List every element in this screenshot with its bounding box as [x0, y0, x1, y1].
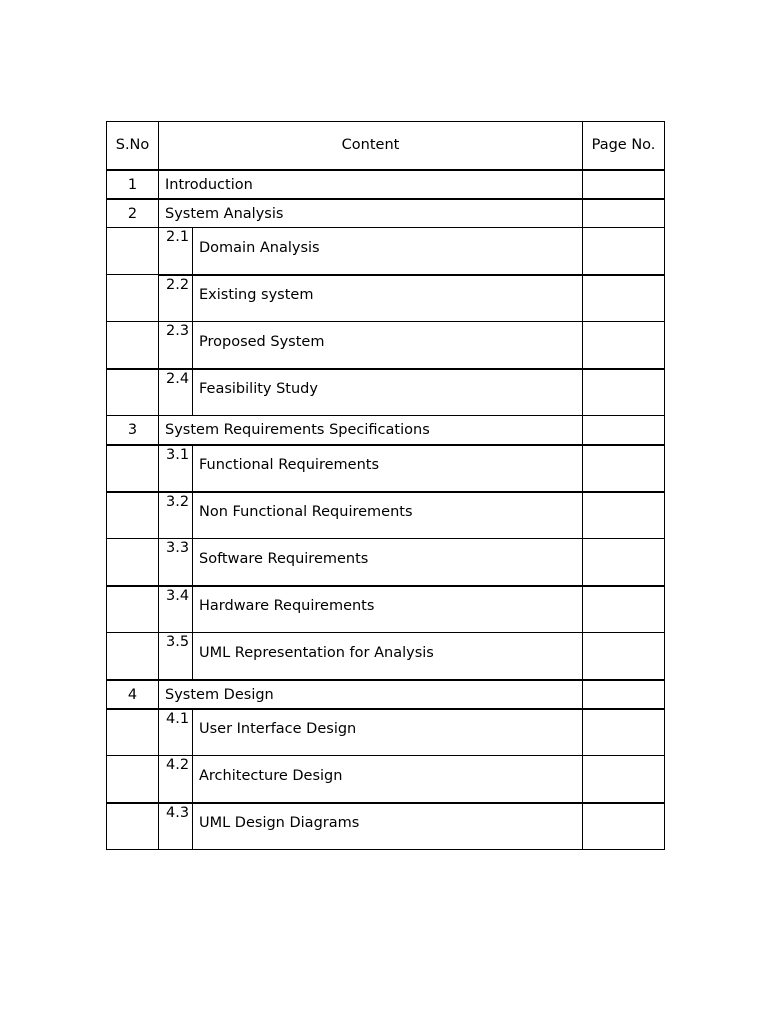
- subsection-number: 2.2: [159, 275, 193, 322]
- section-number: [107, 228, 159, 275]
- section-number: 1: [107, 170, 159, 199]
- subsection-title: Domain Analysis: [193, 228, 583, 275]
- table-row: [107, 170, 665, 199]
- subsection-title: Software Requirements: [193, 539, 583, 586]
- subsection-number: 3.4: [159, 586, 193, 633]
- page-number-cell: [583, 369, 665, 416]
- section-number: [107, 322, 159, 369]
- subsection-number: 2.1: [159, 228, 193, 275]
- page-number-cell: [583, 492, 665, 539]
- subsection-title: UML Design Diagrams: [193, 803, 583, 850]
- table-row: [107, 539, 665, 586]
- page-number-cell: [583, 586, 665, 633]
- section-number: [107, 633, 159, 680]
- page-number-cell: [583, 756, 665, 803]
- section-number: [107, 445, 159, 492]
- page-number-cell: [583, 170, 665, 199]
- subsection-number: 4.3: [159, 803, 193, 850]
- subsection-title: Existing system: [193, 275, 583, 322]
- section-number: [107, 756, 159, 803]
- page-number-cell: [583, 803, 665, 850]
- section-number: [107, 709, 159, 756]
- subsection-title: Non Functional Requirements: [193, 492, 583, 539]
- table-row: [107, 322, 665, 369]
- page-number-cell: [583, 199, 665, 228]
- page-number-cell: [583, 445, 665, 492]
- section-number: [107, 539, 159, 586]
- table-row: [107, 709, 665, 756]
- content-header: Content: [159, 122, 583, 170]
- section-number: [107, 803, 159, 850]
- page-number-cell: [583, 275, 665, 322]
- subsection-number: 4.2: [159, 756, 193, 803]
- subsection-title: User Interface Design: [193, 709, 583, 756]
- section-title: System Analysis: [159, 199, 583, 228]
- table-row: [107, 492, 665, 539]
- table-row: [107, 586, 665, 633]
- table-row: [107, 680, 665, 709]
- page-number-cell: [583, 709, 665, 756]
- section-number: 4: [107, 680, 159, 709]
- subsection-number: 3.2: [159, 492, 193, 539]
- subsection-number: 3.3: [159, 539, 193, 586]
- page-number-cell: [583, 228, 665, 275]
- subsection-title: Functional Requirements: [193, 445, 583, 492]
- table-row: [107, 228, 665, 275]
- page-number-cell: [583, 322, 665, 369]
- subsection-title: Architecture Design: [193, 756, 583, 803]
- table-row: [107, 756, 665, 803]
- page-no-header: Page No.: [583, 122, 665, 170]
- table-row: [107, 803, 665, 850]
- section-title: Introduction: [159, 170, 583, 199]
- page-number-cell: [583, 680, 665, 709]
- subsection-title: Hardware Requirements: [193, 586, 583, 633]
- subsection-title: Proposed System: [193, 322, 583, 369]
- section-number: [107, 275, 159, 322]
- subsection-number: 4.1: [159, 709, 193, 756]
- subsection-number: 2.4: [159, 369, 193, 416]
- sno-header: S.No: [107, 122, 159, 170]
- table-row: [107, 199, 665, 228]
- subsection-number: 2.3: [159, 322, 193, 369]
- section-title: System Design: [159, 680, 583, 709]
- subsection-number: 3.1: [159, 445, 193, 492]
- section-number: 2: [107, 199, 159, 228]
- page-number-cell: [583, 633, 665, 680]
- table-row: [107, 369, 665, 416]
- page-number-cell: [583, 416, 665, 445]
- table-row: [107, 275, 665, 322]
- page-number-cell: [583, 539, 665, 586]
- table-row: [107, 633, 665, 680]
- table-row: [107, 445, 665, 492]
- section-number: [107, 492, 159, 539]
- table-row: [107, 416, 665, 445]
- subsection-title: Feasibility Study: [193, 369, 583, 416]
- header-row: [107, 122, 665, 170]
- section-number: [107, 369, 159, 416]
- subsection-number: 3.5: [159, 633, 193, 680]
- table-of-contents: [106, 121, 665, 850]
- section-number: [107, 586, 159, 633]
- section-number: 3: [107, 416, 159, 445]
- section-title: System Requirements Specifications: [159, 416, 583, 445]
- subsection-title: UML Representation for Analysis: [193, 633, 583, 680]
